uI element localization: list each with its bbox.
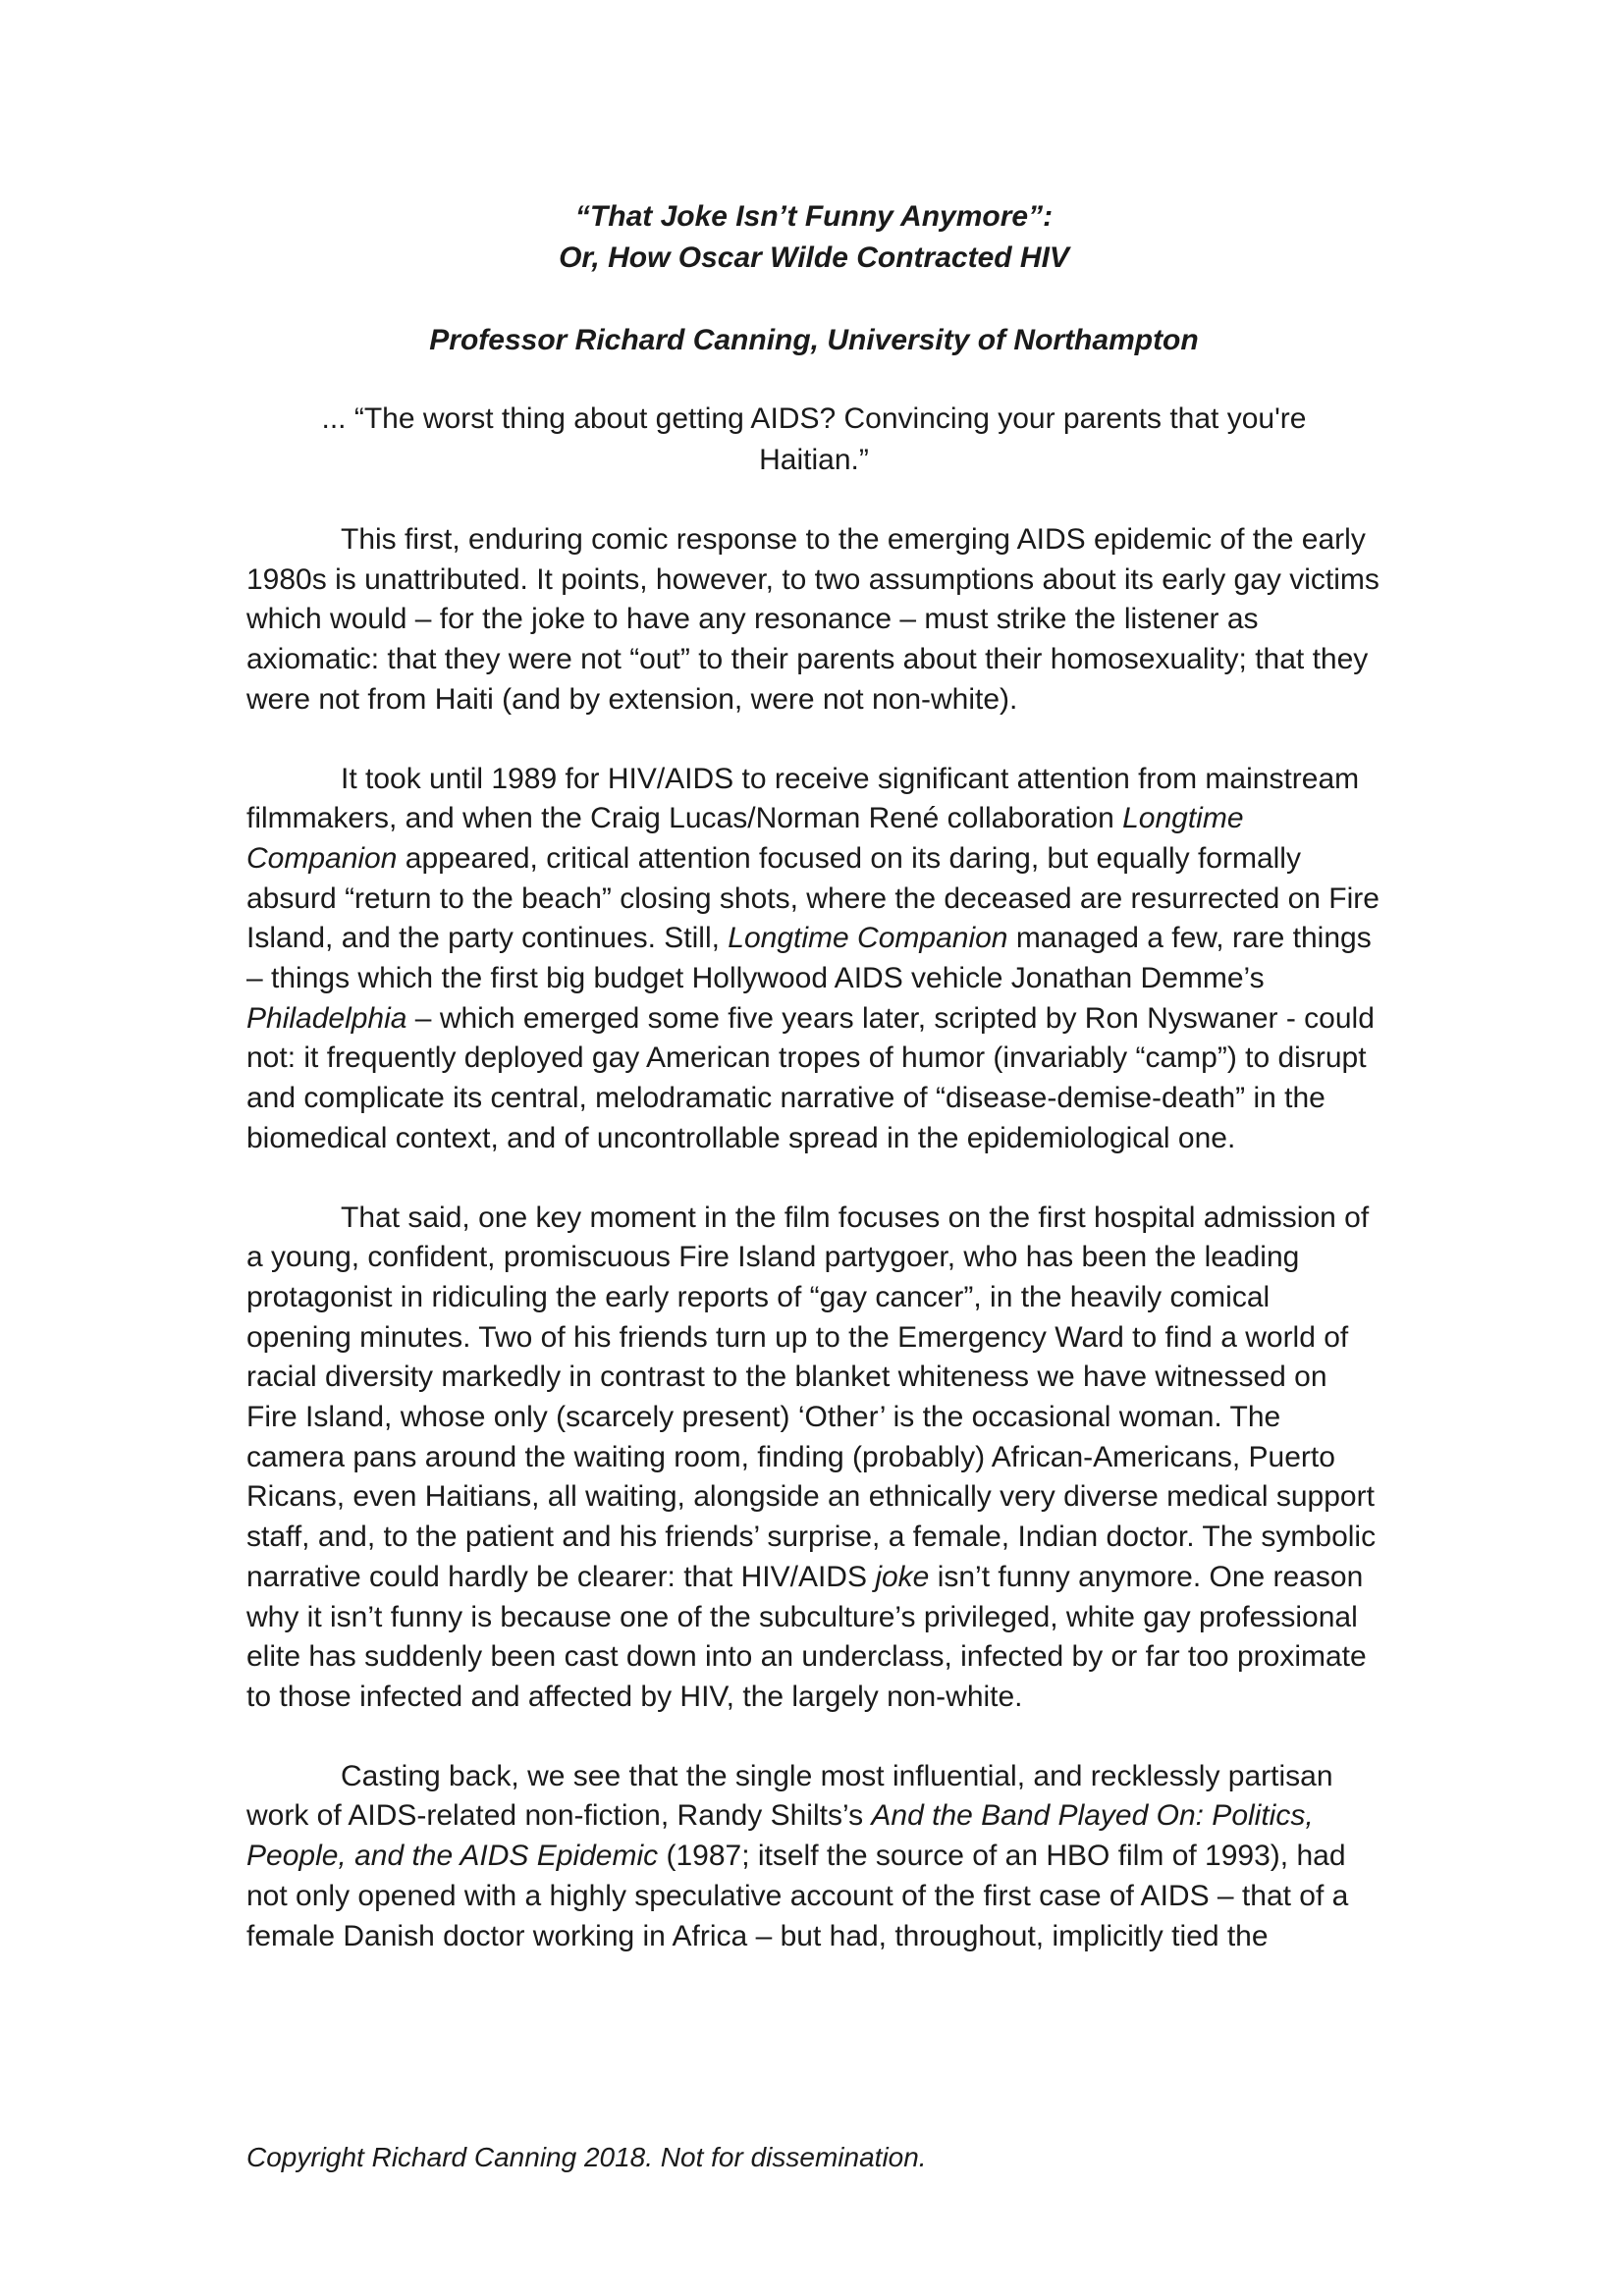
film-title-philadelphia: Philadelphia xyxy=(246,1001,407,1035)
paragraph-4 xyxy=(246,1757,1381,1957)
film-title-longtime-companion-2: Longtime Companion xyxy=(728,922,1008,955)
paragraph-1-text: This first, enduring comic response to the emerging AIDS epidemic of the early 1980s is unattributed. It points, however, to two assumptions about its early gay victims which would – for the joke to have any resonance – must strike the listener as axiomatic: that they were not “out” to their parents about their homosexuality; that they were not from Haiti (and by extension, were not non-white). xyxy=(246,523,1380,716)
paragraph-2-text-d: – which emerged some five years later, scripted by Ron Nyswaner - could not: it frequently deployed gay American tropes of humor (invariably “camp”) to disrupt and complicate its central, melodramatic narrative of “disease-demise-death” in the biomedical context, and of uncontrollable spread in the epidemiological one. xyxy=(246,1001,1375,1154)
paragraph-2-text-a: It took until 1989 for HIV/AIDS to receive significant attention from mainstream filmmakers, and when the Craig Lucas/Norman René collaboration xyxy=(246,762,1360,835)
paragraph-2-text-b: appeared, critical attention focused on its daring, but equally formally absurd “return to the beach” closing shots, where the deceased are resurrected on Fire Island, and the party continues. Still, xyxy=(246,841,1380,955)
author-line: Professor Richard Canning, University of Northampton xyxy=(429,324,1199,356)
paragraph-2 xyxy=(246,760,1381,1159)
paragraph-1 xyxy=(246,520,1381,721)
epigraph: ... “The worst thing about getting AIDS? Convincing your parents that you're Haitian.” xyxy=(321,402,1307,476)
document-page xyxy=(246,196,1381,1956)
paragraph-3 xyxy=(246,1199,1381,1718)
paper-title xyxy=(246,196,1381,279)
film-title-longtime-companion: Longtime Companion xyxy=(246,802,1244,875)
book-title-band-played-on: And the Band Played On: Politics, People, and the AIDS Epidemic xyxy=(246,1799,1314,1873)
copyright-footer: Copyright Richard Canning 2018. Not for dissemination. xyxy=(246,2142,927,2172)
paragraph-3-text-b: isn’t funny anymore. One reason why it isn’t funny is because one of the subculture’s privileged, white gay professional elite has suddenly been cast down into an underclass, infected by or far too proximate to those infected and affected by HIV, the largely non-white. xyxy=(246,1560,1367,1713)
paragraph-4-text-b: (1987; itself the source of an HBO film of 1993), had not only opened with a highly speculative account of the first case of AIDS – that of a female Danish doctor working in Africa – but had, throughout, implicitly tied the xyxy=(246,1840,1349,1952)
paragraph-2-text-c: managed a few, rare things – things which the first big budget Hollywood AIDS vehicle Jonathan Demme’s xyxy=(246,922,1372,995)
paragraph-4-text-a: Casting back, we see that the single most influential, and recklessly partisan work of AIDS-related non-fiction, Randy Shilts’s xyxy=(246,1759,1333,1833)
emphasis-joke: joke xyxy=(875,1560,930,1593)
title-line-1: “That Joke Isn’t Funny Anymore”: xyxy=(574,200,1054,233)
paragraph-3-text-a: That said, one key moment in the film focuses on the first hospital admission of a young, confident, promiscuous Fire Island partygoer, who has been the leading protagonist in ridiculing the early reports of “gay cancer”, in the heavily comical opening minutes. Two of his friends turn up to the Emergency Ward to find a world of racial diversity markedly in contrast to the blanket whiteness we have witnessed on Fire Island, whose only (scarcely present) ‘Other’ is the occasional woman. The camera pans around the waiting room, finding (probably) African-Americans, Puerto Ricans, even Haitians, all waiting, alongside an ethnically very diverse medical support staff, and, to the patient and his friends’ surprise, a female, Indian doctor. The symbolic narrative could hardly be clearer: that HIV/AIDS xyxy=(246,1201,1377,1593)
title-line-2: Or, How Oscar Wilde Contracted HIV xyxy=(559,241,1069,274)
